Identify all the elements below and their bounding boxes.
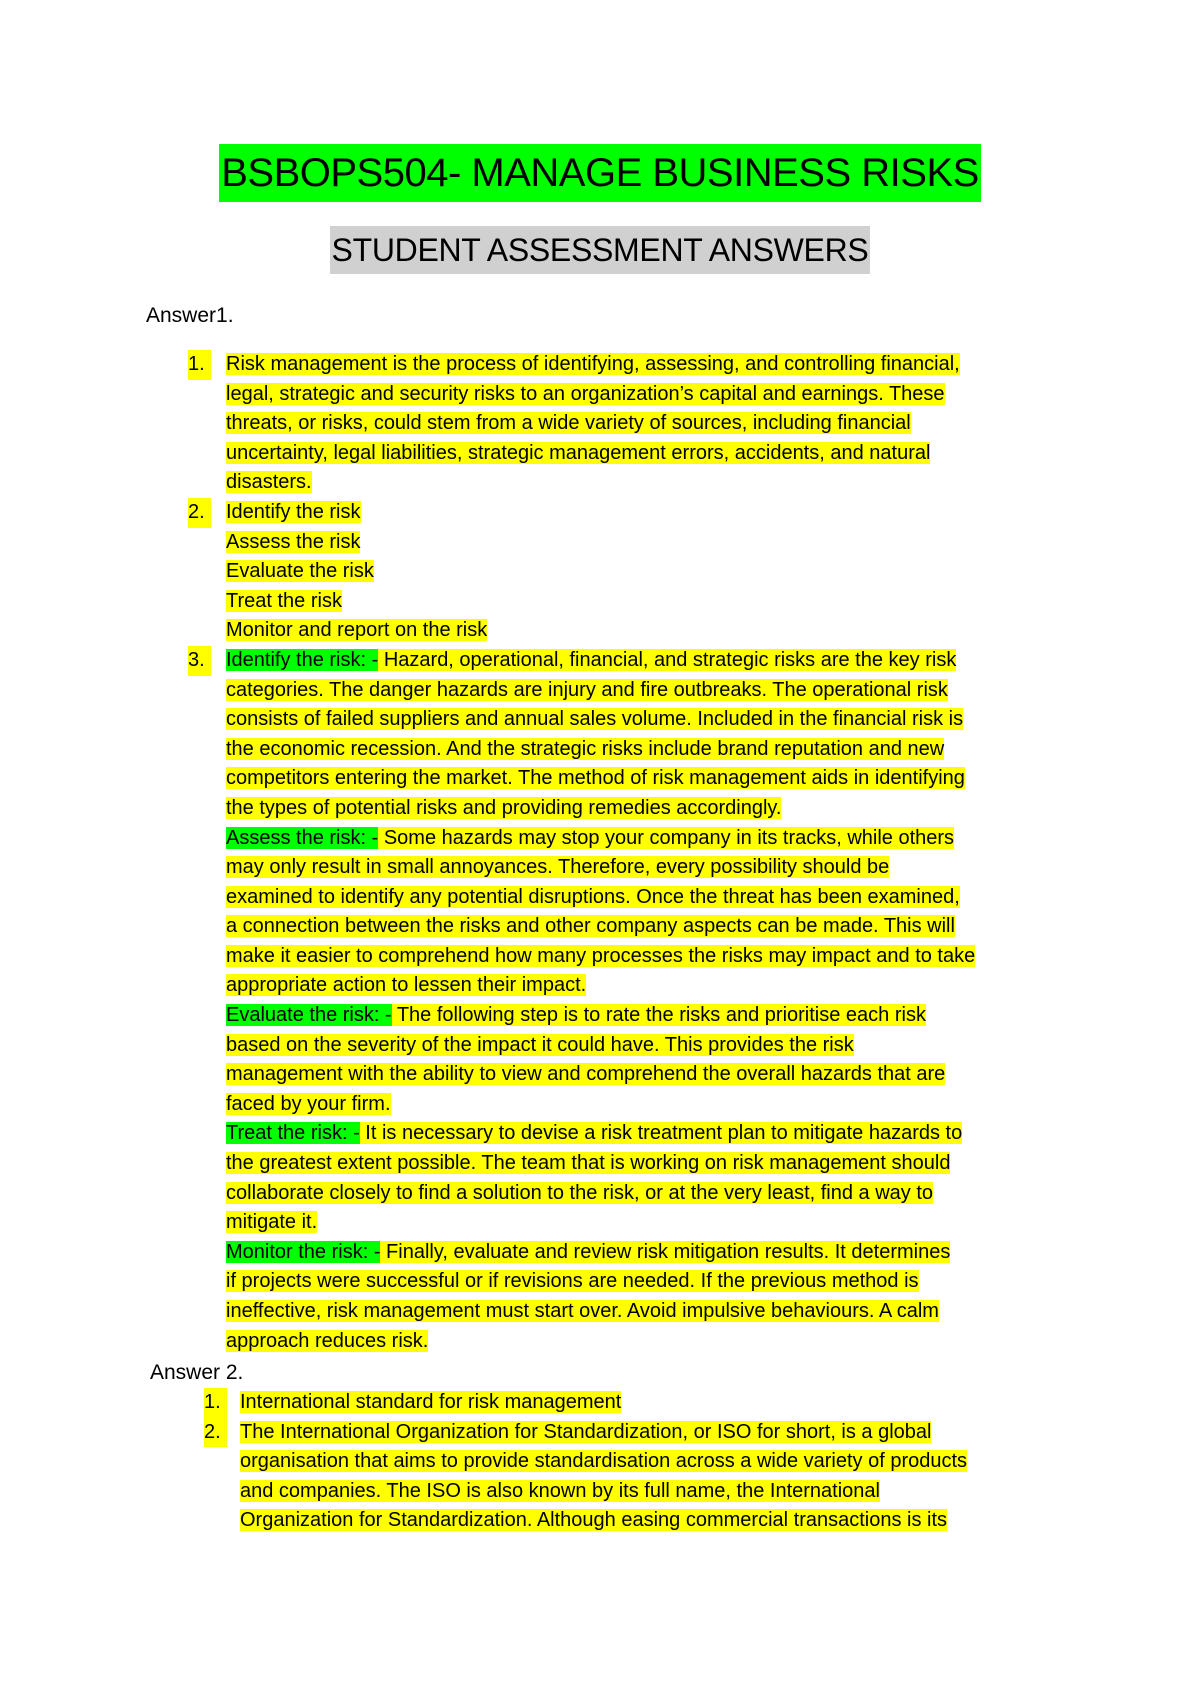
answer-text-line: mitigate it. — [226, 1211, 318, 1234]
list-item — [204, 1388, 1120, 1418]
step-heading-identify: Identify the risk: - — [226, 648, 379, 671]
answer-text-line: approach reduces risk. — [226, 1329, 429, 1352]
step-line: Assess the risk — [226, 530, 361, 553]
answer-text-line: ineffective, risk management must start over. Avoid impulsive behaviours. A calm — [226, 1300, 939, 1322]
answer-text-line: management with the ability to view and comprehend the overall hazards that are — [226, 1063, 946, 1086]
document-title: BSBOPS504- MANAGE BUSINESS RISKS — [219, 144, 981, 202]
answer-text-line: examined to identify any potential disruptions. Once the threat has been examined, — [226, 885, 960, 908]
subtitle-container — [0, 226, 1200, 274]
answer-text-line: appropriate action to lessen their impact. — [226, 974, 587, 997]
list-number: 1. — [204, 1388, 227, 1418]
answer-text-line: the greatest extent possible. The team that is working on risk management should — [226, 1152, 951, 1175]
list-number: 2. — [204, 1418, 227, 1448]
answer-text-line: based on the severity of the impact it could have. This provides the risk — [226, 1033, 854, 1056]
answer2-label: Answer 2. — [150, 1361, 244, 1384]
list-item — [188, 646, 1106, 1356]
step-line: Evaluate the risk — [226, 560, 374, 583]
answer-text-line: legal, strategic and security risks to an organization’s capital and earnings. These — [226, 382, 945, 405]
step-heading-treat: Treat the risk: - — [226, 1122, 360, 1145]
answer-text-line: competitors entering the market. The method of risk management aids in identifying — [226, 767, 965, 790]
step-heading-monitor: Monitor the risk: - — [226, 1240, 381, 1263]
answer-text-line: International standard for risk management — [240, 1391, 622, 1413]
answer-text-line: It is necessary to devise a risk treatment plan to mitigate hazards to — [359, 1122, 963, 1145]
answer1-list — [188, 350, 1106, 1356]
answer-text-line: The following step is to rate the risks and prioritise each risk — [391, 1004, 926, 1027]
answer-text-line: make it easier to comprehend how many processes the risks may impact and to take — [226, 944, 976, 967]
answer-text-line: Some hazards may stop your company in its tracks, while others — [378, 826, 955, 849]
answer-text-line: Risk management is the process of identifying, assessing, and controlling financial, — [226, 353, 960, 375]
step-heading-evaluate: Evaluate the risk: - — [226, 1004, 392, 1027]
step-line: Identify the risk — [226, 500, 361, 523]
answer-text-line: categories. The danger hazards are injury and fire outbreaks. The operational risk — [226, 678, 948, 701]
answer1-label: Answer1. — [146, 304, 234, 327]
answer-text-line: Finally, evaluate and review risk mitigation results. It determines — [380, 1240, 951, 1263]
answer-text-line: collaborate closely to find a solution to the risk, or at the very least, find a way to — [226, 1181, 934, 1204]
answer-text-line: a connection between the risks and other company aspects can be made. This will — [226, 915, 955, 938]
list-number: 3. — [188, 646, 211, 676]
list-item — [188, 350, 1106, 498]
list-item — [188, 498, 1106, 646]
title-container — [0, 144, 1200, 202]
step-heading-assess: Assess the risk: - — [226, 826, 379, 849]
answer-text-line: Hazard, operational, financial, and strategic risks are the key risk — [378, 648, 957, 671]
list-item — [204, 1418, 1120, 1536]
answer-text-line: may only result in small annoyances. Therefore, every possibility should be — [226, 856, 890, 879]
answer-text-line: if projects were successful or if revisions are needed. If the previous method is — [226, 1270, 919, 1293]
answer-text-line: Organization for Standardization. Although easing commercial transactions is its — [240, 1509, 948, 1532]
answer-text-line: organisation that aims to provide standardisation across a wide variety of products — [240, 1450, 968, 1473]
step-line: Treat the risk — [226, 589, 342, 612]
answer-text-line: threats, or risks, could stem from a wide variety of sources, including financial — [226, 412, 911, 435]
answer-text-line: disasters. — [226, 471, 312, 494]
answer2-list — [204, 1388, 1120, 1536]
answer-text-line: the types of potential risks and providing remedies accordingly. — [226, 796, 782, 819]
answer-text-line: and companies. The ISO is also known by its full name, the International — [240, 1479, 880, 1502]
answer-text-line: uncertainty, legal liabilities, strategic management errors, accidents, and natural — [226, 441, 931, 464]
answer-text-line: the economic recession. And the strategic risks include brand reputation and new — [226, 737, 945, 760]
answer-text-line: consists of failed suppliers and annual sales volume. Included in the financial risk is — [226, 708, 964, 731]
step-line: Monitor and report on the risk — [226, 619, 488, 642]
document-subtitle: STUDENT ASSESSMENT ANSWERS — [330, 226, 871, 274]
answer-text-line: faced by your firm. — [226, 1092, 391, 1115]
answer-text-line: The International Organization for Standardization, or ISO for short, is a global — [240, 1420, 932, 1443]
list-number: 1. — [188, 350, 211, 380]
list-number: 2. — [188, 498, 211, 528]
